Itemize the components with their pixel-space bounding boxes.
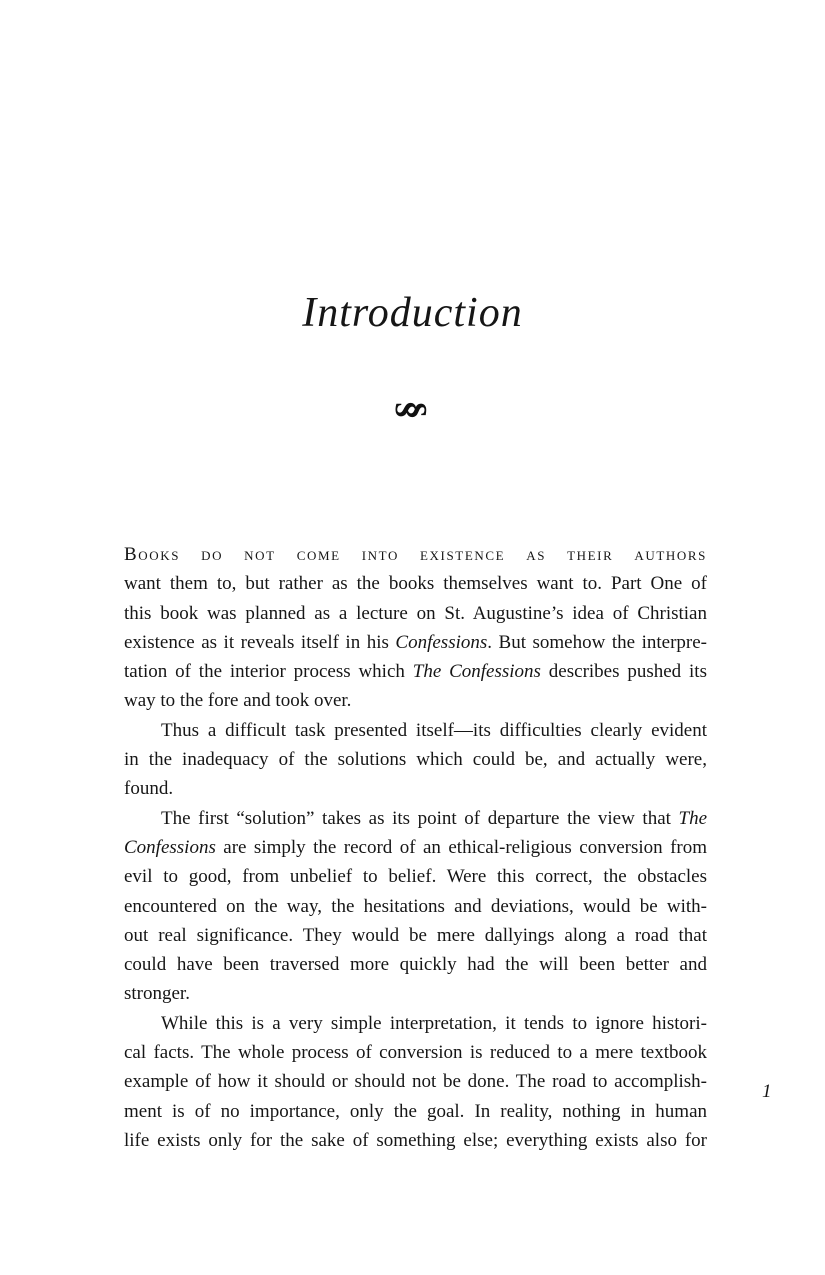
- text-run: describes pushed its: [540, 661, 707, 683]
- text-line: [124, 1126, 707, 1155]
- text-run: example of how it should or should not be done. The road to accomplish-: [124, 1071, 707, 1093]
- text-line: [124, 1038, 707, 1067]
- text-line: [124, 540, 707, 569]
- text-run: ment is of no importance, only the goal. In reality, nothing in human: [124, 1100, 707, 1122]
- text-line: [124, 657, 707, 686]
- text-run: B: [124, 544, 139, 565]
- text-run: in the inadequacy of the solutions which could be, and actually were,: [124, 749, 707, 771]
- paragraph: [124, 804, 707, 1009]
- text-line: [124, 686, 707, 715]
- paragraph: [124, 540, 707, 716]
- text-run: stronger.: [124, 983, 190, 1005]
- italic-run: Confessions: [124, 836, 216, 858]
- text-run: existence as it reveals itself in his: [124, 631, 396, 653]
- text-line: [124, 804, 707, 833]
- section-ornament: [0, 388, 825, 432]
- text-line: [124, 921, 707, 950]
- text-line: [124, 950, 707, 979]
- text-line: [124, 599, 707, 628]
- text-run: . But somehow the interpre-: [487, 631, 707, 653]
- italic-run: The: [678, 807, 707, 829]
- text-line: [124, 628, 707, 657]
- paragraph: [124, 716, 707, 804]
- text-line: [124, 569, 707, 598]
- smallcaps-run: ooks do not come into existence as their authors: [138, 544, 707, 565]
- text-line: [124, 833, 707, 862]
- italic-run: Confessions: [395, 631, 488, 653]
- text-run: Thus a difficult task presented itself—its difficulties clearly evident: [161, 719, 707, 741]
- text-run: found.: [124, 778, 174, 800]
- page-body: [124, 540, 707, 1155]
- page-number: 1: [762, 1081, 772, 1102]
- text-line: [124, 1097, 707, 1126]
- text-run: life exists only for the sake of something else; everything exists also for: [124, 1129, 707, 1151]
- text-run: While this is a very simple interpretation, it tends to ignore histori-: [161, 1012, 707, 1034]
- text-line: [124, 716, 707, 745]
- text-run: The first “solution” takes as its point of departure the view that: [161, 807, 679, 829]
- fleuron-icon: §: [391, 400, 434, 420]
- text-run: way to the fore and took over.: [124, 690, 352, 712]
- text-run: cal facts. The whole process of conversion is reduced to a mere textbook: [124, 1042, 707, 1064]
- text-line: [124, 774, 707, 803]
- text-line: [124, 1067, 707, 1096]
- chapter-title: Introduction: [302, 290, 523, 336]
- text-run: this book was planned as a lecture on St. Augustine’s idea of Christian: [124, 602, 707, 624]
- text-line: [124, 979, 707, 1008]
- text-run: tation of the interior process which: [124, 661, 413, 683]
- text-line: [124, 862, 707, 891]
- text-line: [124, 1009, 707, 1038]
- text-run: want them to, but rather as the books themselves want to. Part One of: [124, 573, 707, 595]
- text-run: encountered on the way, the hesitations and deviations, would be with-: [124, 895, 707, 917]
- text-run: out real significance. They would be mere dallyings along a road that: [124, 924, 707, 946]
- paragraph: [124, 1009, 707, 1155]
- text-line: [124, 892, 707, 921]
- text-run: are simply the record of an ethical-religious conversion from: [215, 836, 707, 858]
- italic-run: The Confessions: [412, 661, 541, 683]
- text-line: [124, 745, 707, 774]
- text-run: could have been traversed more quickly had the will been better and: [124, 954, 707, 976]
- text-run: evil to good, from unbelief to belief. Were this correct, the obstacles: [124, 866, 707, 888]
